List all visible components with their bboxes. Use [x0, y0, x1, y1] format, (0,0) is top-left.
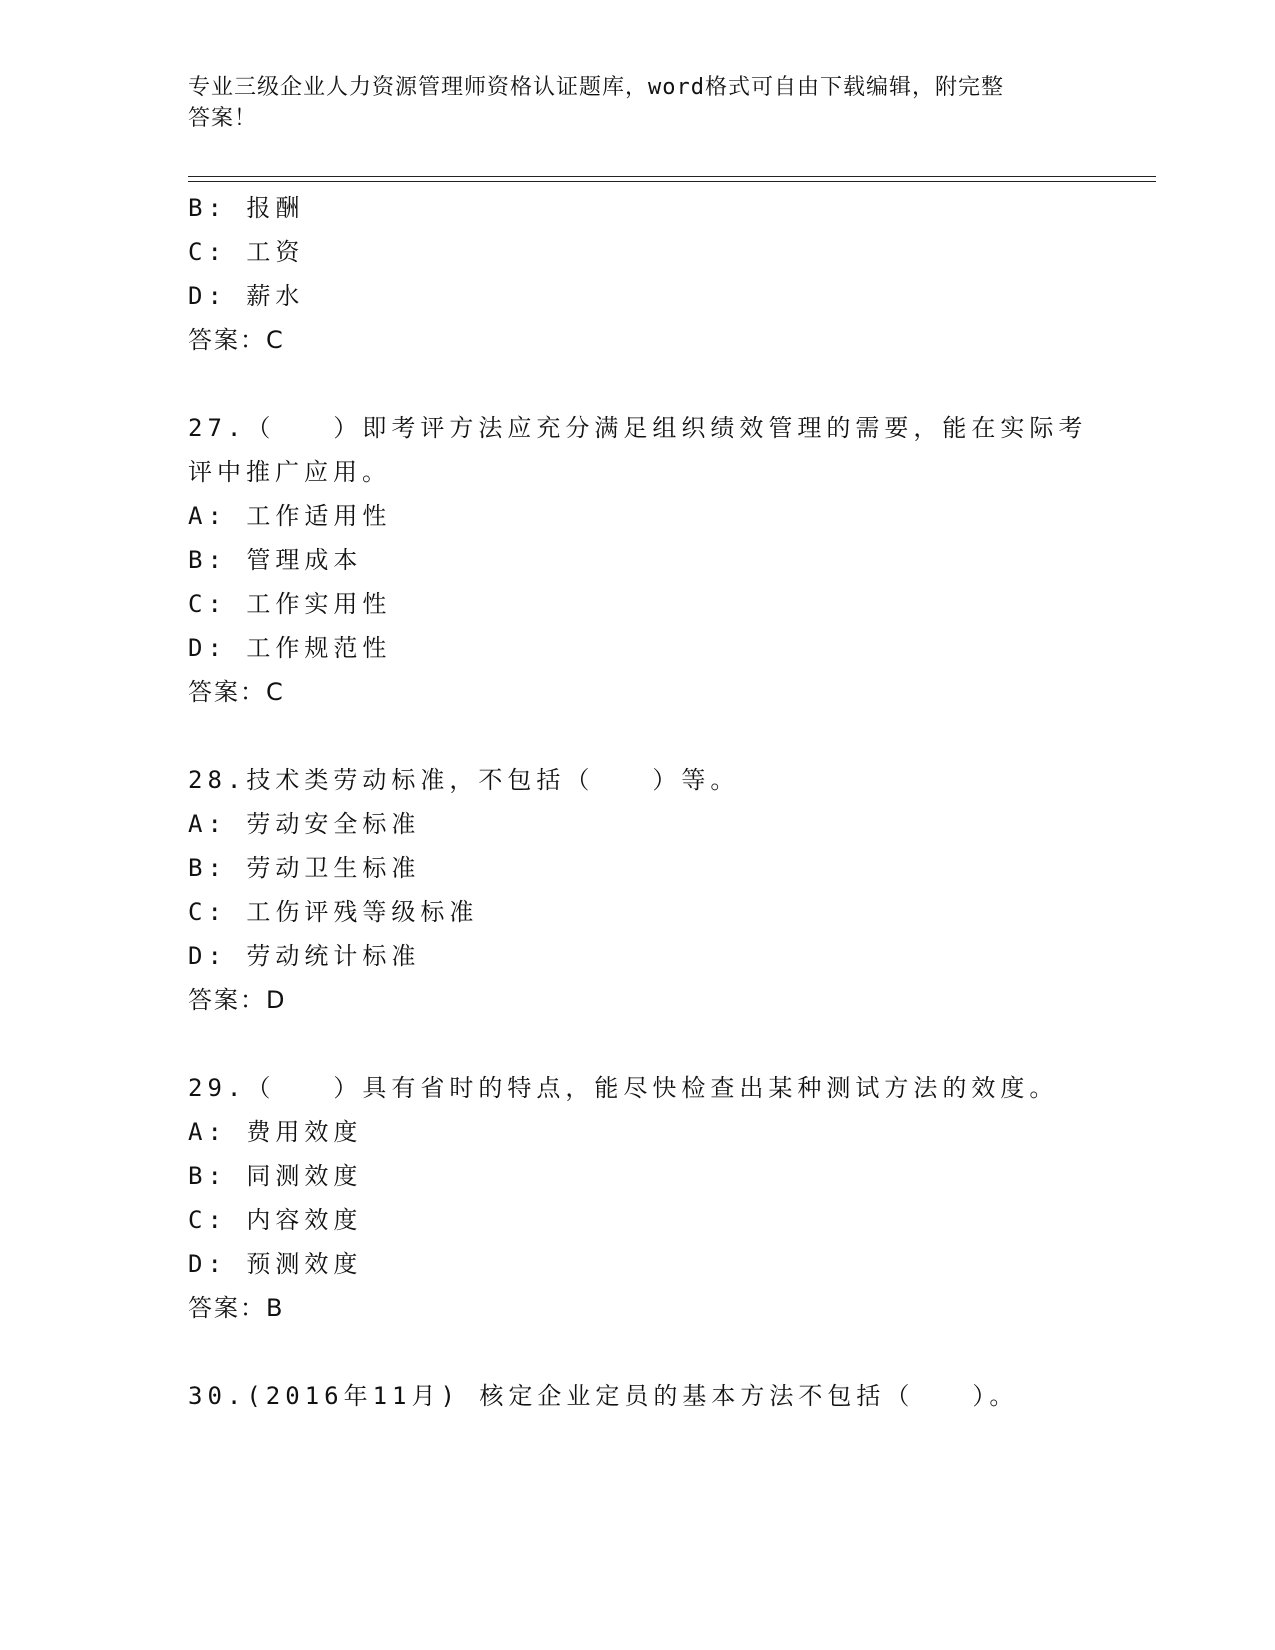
q30-stem: 30.(2016年11月) 核定企业定员的基本方法不包括（ ）。	[188, 1382, 1019, 1410]
q27-stem-line-2: 评中推广应用。	[188, 458, 391, 486]
q26-answer: 答案：C	[188, 326, 285, 354]
header-line-2: 答案！	[188, 106, 258, 131]
q27-option-c: C: 工作实用性	[188, 590, 392, 618]
q26-option-b: B: 报酬	[188, 194, 305, 222]
q26-option-d: D: 薪水	[188, 282, 305, 310]
header-divider-top	[188, 176, 1156, 177]
q28-option-c: C: 工伤评残等级标准	[188, 898, 479, 926]
q28-stem: 28.技术类劳动标准，不包括（ ）等。	[188, 766, 740, 794]
q27-option-b: B: 管理成本	[188, 546, 363, 574]
q28-answer: 答案：D	[188, 986, 287, 1014]
document-header	[188, 72, 1068, 134]
q27-answer: 答案：C	[188, 678, 285, 706]
q27-option-d: D: 工作规范性	[188, 634, 392, 662]
q28-option-b: B: 劳动卫生标准	[188, 854, 421, 882]
q29-option-a: A: 费用效度	[188, 1118, 363, 1146]
q29-stem: 29.（ ）具有省时的特点，能尽快检查出某种测试方法的效度。	[188, 1074, 1059, 1102]
q28-option-d: D: 劳动统计标准	[188, 942, 421, 970]
q29-option-b: B: 同测效度	[188, 1162, 363, 1190]
header-divider-bottom	[188, 181, 1156, 182]
q29-option-d: D: 预测效度	[188, 1250, 363, 1278]
header-line-1: 专业三级企业人力资源管理师资格认证题库，word格式可自由下载编辑，附完整	[188, 75, 1004, 100]
q27-stem-line-1: 27.（ ）即考评方法应充分满足组织绩效管理的需要，能在实际考	[188, 414, 1088, 442]
q29-option-c: C: 内容效度	[188, 1206, 363, 1234]
q28-option-a: A: 劳动安全标准	[188, 810, 421, 838]
q27-option-a: A: 工作适用性	[188, 502, 392, 530]
q26-option-c: C: 工资	[188, 238, 305, 266]
q29-answer: 答案：B	[188, 1294, 285, 1322]
